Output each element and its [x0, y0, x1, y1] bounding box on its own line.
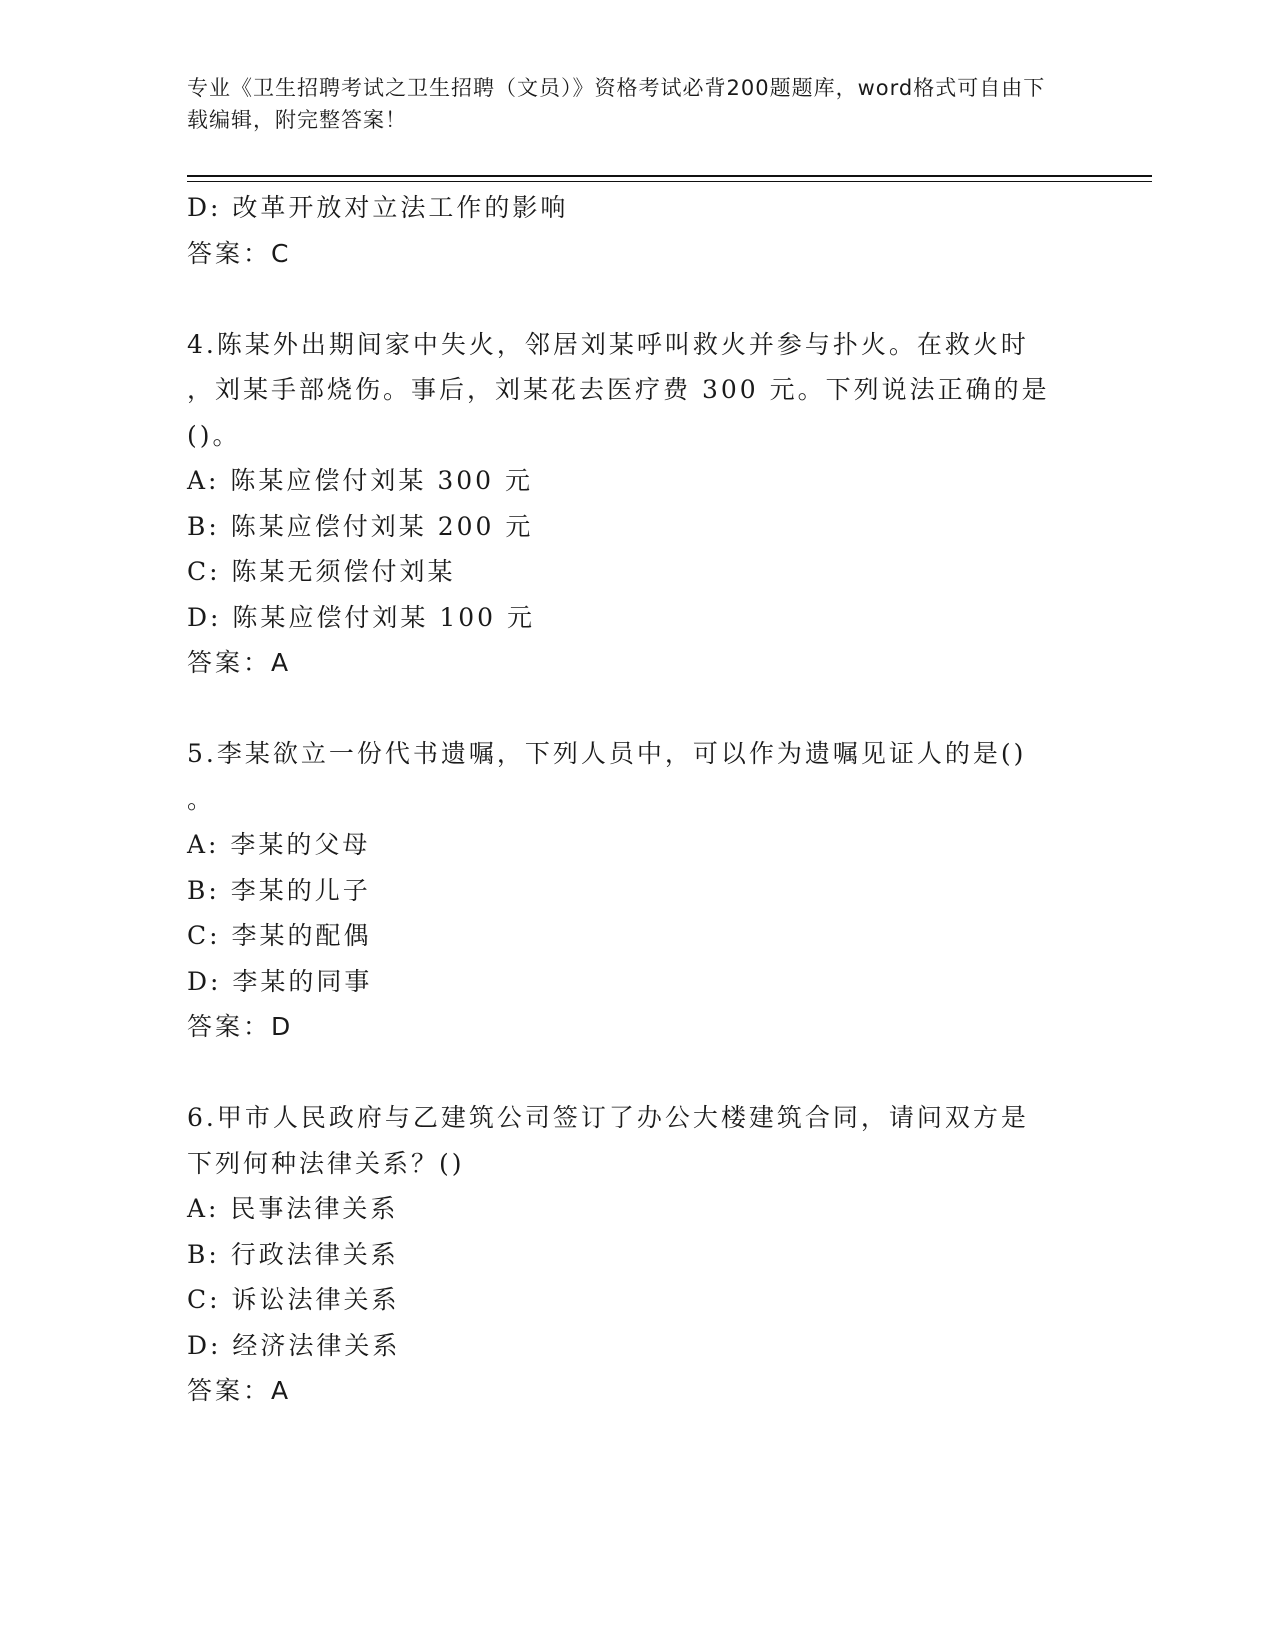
- option-a: A: 民事法律关系: [187, 1194, 399, 1223]
- question-stem-line: 5.李某欲立一份代书遗嘱，下列人员中，可以作为遗嘱见证人的是(): [187, 739, 1027, 768]
- question-stem-line: ，刘某手部烧伤。事后，刘某花去医疗费 300 元。下列说法正确的是: [187, 375, 1050, 404]
- spacer: [187, 276, 1067, 322]
- header-divider-thin: [187, 181, 1152, 182]
- question-6: [187, 1095, 1067, 1414]
- question-stem-line: 4.陈某外出期间家中失火，邻居刘某呼叫救火并参与扑火。在救火时: [187, 329, 1029, 359]
- page-header: 专业《卫生招聘考试之卫生招聘（文员）》资格考试必背200题题库，word格式可自由下载编辑，附完整答案！: [187, 76, 1046, 132]
- option-b: B: 陈某应偿付刘某 200 元: [187, 511, 534, 541]
- option-d: D: 李某的同事: [187, 966, 373, 996]
- question-content: [187, 185, 1067, 1414]
- header-divider-thick: [187, 175, 1152, 177]
- option-c: C: 诉讼法律关系: [187, 1285, 400, 1314]
- question-4: [187, 322, 1067, 686]
- option-c: C: 陈某无须偿付刘某: [187, 557, 456, 586]
- question-stem-line: 6.甲市人民政府与乙建筑公司签订了办公大楼建筑合同，请问双方是: [187, 1103, 1029, 1132]
- answer-line: 答案：C: [187, 238, 292, 268]
- carryover-block: [187, 185, 1067, 276]
- answer-line: 答案：D: [187, 1012, 294, 1041]
- spacer: [187, 1050, 1067, 1096]
- answer-line: 答案：A: [187, 1376, 292, 1405]
- option-a: A: 李某的父母: [187, 830, 371, 859]
- question-stem-line: ()。: [187, 420, 241, 450]
- question-stem-line: 。: [187, 784, 216, 814]
- option-c: C: 李某的配偶: [187, 921, 372, 950]
- spacer: [187, 686, 1067, 732]
- answer-line: 答案：A: [187, 648, 292, 677]
- question-stem-line: 下列何种法律关系？(): [187, 1148, 465, 1178]
- option-d: D: 陈某应偿付刘某 100 元: [187, 602, 536, 632]
- option-b: B: 行政法律关系: [187, 1239, 399, 1269]
- option-d: D: 经济法律关系: [187, 1330, 401, 1360]
- question-5: [187, 731, 1067, 1050]
- option-d: D: 改革开放对立法工作的影响: [187, 193, 569, 222]
- option-b: B: 李某的儿子: [187, 875, 371, 905]
- option-a: A: 陈某应偿付刘某 300 元: [187, 466, 534, 495]
